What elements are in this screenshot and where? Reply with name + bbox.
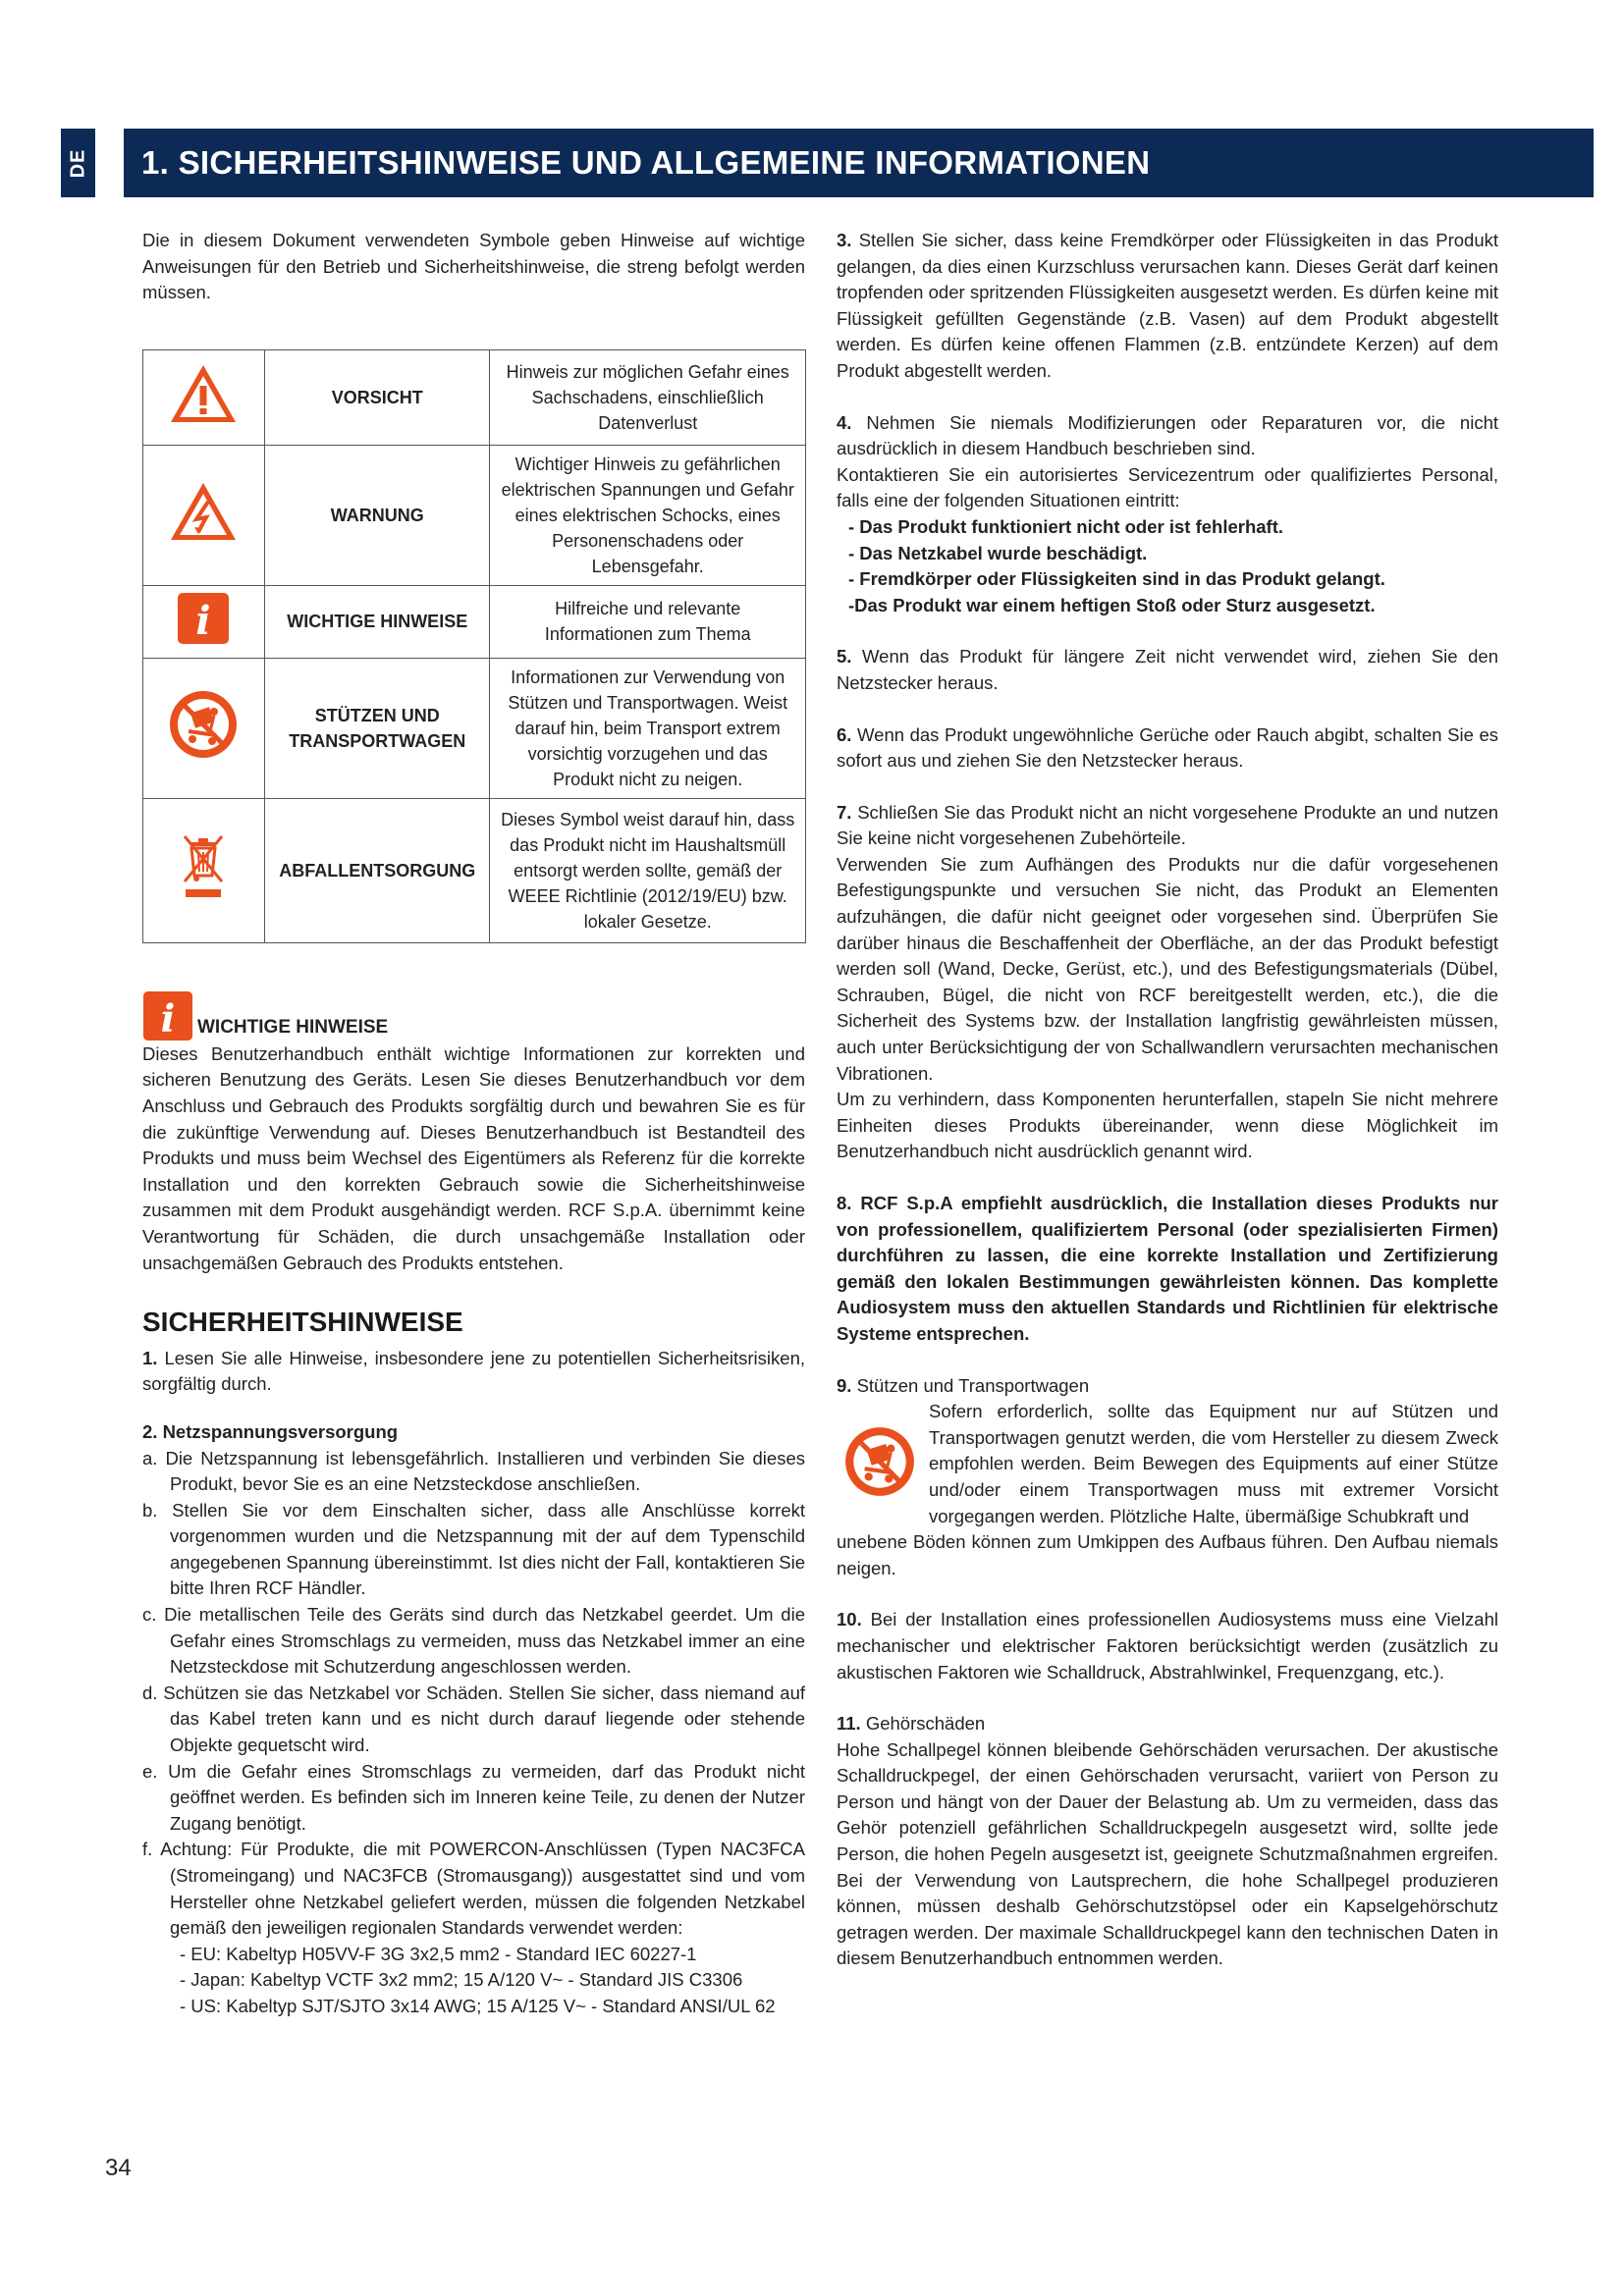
info-icon	[142, 990, 193, 1041]
symbol-row	[143, 445, 806, 585]
svg-text:i: i	[195, 597, 212, 644]
symbol-description: Informationen zur Verwendung von Stützen und Transportwagen. Weist darauf hin, beim Transport extrem vorsichtig vorzugehen und das Produkt nicht zu neigen.	[490, 658, 806, 798]
notice-heading-row	[142, 990, 805, 1041]
symbol-label: WICHTIGE HINWEISE	[264, 585, 490, 658]
right-column	[837, 228, 1498, 1972]
chapter-header	[124, 129, 1594, 197]
fault-condition-2: - Das Netzkabel wurde beschädigt.	[848, 542, 1148, 563]
svg-text:i: i	[160, 996, 176, 1041]
safety-item-4: 4. Nehmen Sie niemals Modifizierungen oder Reparaturen vor, die nicht ausdrücklich in diesem Handbuch beschrieben sind.	[837, 411, 1499, 459]
mains-item-d: d. Schützen sie das Netzkabel vor Schäden. Stellen Sie sicher, dass niemand auf das Kabel treten kann und es nicht durch darauf liegende oder stehende Objekte gequetscht wird.	[142, 1682, 805, 1756]
chapter-title: 1. SICHERHEITSHINWEISE UND ALLGEMEINE INFORMATIONEN	[141, 144, 1151, 181]
mains-supply-heading: 2. Netzspannungsversorgung	[142, 1420, 399, 1442]
symbol-row	[143, 349, 806, 445]
symbol-description: Hilfreiche und relevante Informationen zum Thema	[490, 585, 806, 658]
safety-item-11-text: Hohe Schallpegel können bleibende Gehörschäden verursachen. Der akustische Schalldruckpegel, der einen Gehörschaden verursacht, variiert von Person zu Person und hängt von der Dauer der Belastung ab. Um zu vermeiden, dass das Gehör potenziell gefährlichen Schalldruckpegeln ausgesetzt wird, sollte jede Person, die hohen Pegeln ausgesetzt ist, geeignete Schutzmaßnahmen ergreifen. Bei der Verwendung von Lautsprechern, die hohe Schallpegel produzieren können, müssen deshalb Gehörschutzstöpsel oder ein Kapselgehörschutz getragen werden. Der maximale Schalldruckpegel kann den technischen Daten in diesem Benutzerhandbuch entnommen werden.	[837, 1738, 1498, 1969]
symbol-row	[143, 658, 806, 798]
trolley-tipping-icon	[167, 688, 240, 761]
safety-item-1: 1. Lesen Sie alle Hinweise, insbesondere jene zu potentiellen Sicherheitsrisiken, sorgfältig durch.	[142, 1347, 805, 1395]
symbols-table	[142, 349, 806, 943]
mains-item-a: a. Die Netzspannung ist lebensgefährlich. Installieren und verbinden Sie dieses Produkt, bevor Sie es an eine Netzsteckdose anschließen.	[142, 1447, 805, 1495]
trolley-notice	[837, 1399, 1498, 1529]
symbol-icon-cell	[143, 658, 265, 798]
fault-condition-4: -Das Produkt war einem heftigen Stoß oder Sturz ausgesetzt.	[848, 594, 1376, 615]
safety-item-7-mounting: Verwenden Sie zum Aufhängen des Produkts nur die dafür vorgesehenen Befestigungspunkte und versuchen Sie nicht, das Produkt an Elementen aufzuhängen, die dafür nicht geeignet oder vorgesehen sind. Überprüfen Sie darüber hinaus die Beschaffenheit der Oberfläche, an der das Produkt befestigt werden soll (Wand, Decke, Gerüst, etc.), und des Befestigungsmaterials (Dübel, Schrauben, Bügel, die nicht von RCF bereitgestellt werden, etc.), die die Sicherheit des Systems bzw. der Installation langfristig gewährleisten müssen, auch unter Berücksichtigung der von Schallwandlern verursachten mechanischen Vibrationen.	[837, 853, 1498, 1084]
symbol-label: STÜTZEN UND TRANSPORTWAGEN	[264, 658, 490, 798]
fault-condition-3: - Fremdkörper oder Flüssigkeiten sind in das Produkt gelangt.	[848, 568, 1385, 590]
page-number: 34	[105, 2155, 132, 2181]
safety-item-3: 3. Stellen Sie sicher, dass keine Fremdkörper oder Flüssigkeiten in das Produkt gelangen, da dies einen Kurzschluss verursachen kann. Dieses Gerät darf keinen tropfenden oder spritzenden Flüssigkeiten ausgesetzt werden. Es dürfen keine mit Flüssigkeit gefüllten Gegenstände (z.B. Vasen) auf dem Produkt abgestellt werden. Es dürfen keine offenen Flammen (z.B. entzündete Kerzen) auf dem Produkt abgestellt werden.	[837, 230, 1499, 381]
symbol-icon-cell	[143, 445, 265, 585]
symbol-description: Wichtiger Hinweis zu gefährlichen elektrischen Spannungen und Gefahr eines elektrischen Schocks, eines Personenschadens oder Lebensgefahr.	[490, 445, 806, 585]
safety-item-9-text: Sofern erforderlich, sollte das Equipment nur auf Stützen und Transportwagen genutzt werden, die vom Hersteller zu diesem Zweck empfohlen werden. Beim Bewegen des Equipments auf einer Stütze und/oder einem Transportwagen muss mit extremer Vorsicht vorgegangen werden. Plötzliche Halte, übermäßige Schubkraft und	[929, 1401, 1498, 1526]
safety-item-9-rest: unebene Böden können zum Umkippen des Aufbaus führen. Den Aufbau niemals neigen.	[837, 1531, 1498, 1578]
symbol-label: WARNUNG	[264, 445, 490, 585]
safety-item-11-title: 11. Gehörschäden	[837, 1713, 986, 1735]
language-tab: DE	[61, 129, 95, 197]
symbol-row	[143, 798, 806, 942]
safety-item-7: 7. Schließen Sie das Produkt nicht an nicht vorgesehene Produkte an und nutzen Sie keine nicht vorgesehenen Zubehörteile.	[837, 801, 1499, 849]
symbol-icon-cell	[143, 585, 265, 658]
symbol-icon-cell	[143, 798, 265, 942]
symbol-icon-cell	[143, 349, 265, 445]
cable-spec-us: - US: Kabeltyp SJT/SJTO 3x14 AWG; 15 A/125 V~ - Standard ANSI/UL 62	[180, 1995, 776, 2016]
info-icon	[177, 592, 230, 645]
left-column	[142, 228, 805, 2020]
symbol-label: ABFALLENTSORGUNG	[264, 798, 490, 942]
mains-item-c: c. Die metallischen Teile des Geräts sind durch das Netzkabel geerdet. Um die Gefahr eines Stromschlags zu vermeiden, muss das Netzkabel immer an eine Netzsteckdose mit Schutzerdung angeschlossen werden.	[142, 1604, 805, 1678]
safety-item-6: 6. Wenn das Produkt ungewöhnliche Gerüche oder Rauch abgibt, schalten Sie es sofort aus und ziehen Sie den Netzstecker heraus.	[837, 723, 1499, 772]
cable-spec-eu: - EU: Kabeltyp H05VV-F 3G 3x2,5 mm2 - Standard IEC 60227-1	[180, 1943, 697, 1964]
safety-item-5: 5. Wenn das Produkt für längere Zeit nicht verwendet wird, ziehen Sie den Netzstecker heraus.	[837, 646, 1499, 693]
notice-heading: WICHTIGE HINWEISE	[197, 1017, 389, 1039]
mains-item-e: e. Um die Gefahr eines Stromschlags zu vermeiden, darf das Produkt nicht geöffnet werden. Es befinden sich im Inneren keine Teile, zu denen der Nutzer Zugang benötigt.	[142, 1760, 805, 1834]
cable-spec-japan: - Japan: Kabeltyp VCTF 3x2 mm2; 15 A/120 V~ - Standard JIS C3306	[180, 1969, 743, 1991]
electric-shock-warning-icon	[168, 480, 239, 543]
safety-item-10: 10. Bei der Installation eines professionellen Audiosystems muss eine Vielzahl mechanischer und elektrischer Faktoren berücksichtigt werden (zusätzlich zu akustischen Faktoren wie Schalldruck, Abstrahlwinkel, Frequenzgang, etc.).	[837, 1609, 1498, 1682]
symbol-label: VORSICHT	[264, 349, 490, 445]
fault-condition-1: - Das Produkt funktioniert nicht oder ist fehlerhaft.	[848, 515, 1284, 537]
notice-body: Dieses Benutzerhandbuch enthält wichtige Informationen zur korrekten und sicheren Benutzung des Geräts. Lesen Sie dieses Benutzerhandbuch vor dem Anschluss und Gebrauch des Produkts sorgfältig durch und bewahren Sie es für die zukünftige Verwendung auf. Dieses Benutzerhandbuch ist Bestandteil des Produkts und muss beim Wechsel des Eigentümers als Referenz für die korrekte Installation und den korrekten Gebrauch sowie die Sicherheitshinweise zusammen mit dem Produkt ausgehändigt werden. RCF S.p.A. übernimmt keine Verantwortung für Schäden, die durch unsachgemäße Installation oder unsachgemäßen Gebrauch des Produkts entstehen.	[142, 1042, 805, 1273]
safety-item-8: 8. RCF S.p.A empfiehlt ausdrücklich, die Installation dieses Produkts nur von professionellem, qualifiziertem Personal (oder spezialisierten Firmen) durchführen zu lassen, die eine korrekte Installation und Zertifizierung gemäß den lokalen Bestimmungen gewährleisten können. Das komplette Audiosystem muss den aktuellen Standards und Richtlinien für elektrische Systeme entsprechen.	[837, 1193, 1498, 1344]
weee-crossed-bin-icon	[177, 830, 230, 903]
mains-item-b: b. Stellen Sie vor dem Einschalten sicher, dass alle Anschlüsse korrekt vorgenommen wurden und die Netzspannung mit der auf dem Typenschild angegebenen Spannung übereinstimmt. Ist dies nicht der Fall, kontaktieren Sie bitte Ihren RCF Händler.	[142, 1499, 805, 1599]
safety-section-title: SICHERHEITSHINWEISE	[142, 1307, 463, 1338]
safety-item-4-contact: Kontaktieren Sie ein autorisiertes Servicezentrum oder qualifiziertes Personal, falls eine der folgenden Situationen eintritt:	[837, 463, 1498, 511]
safety-item-9-title: 9. Stützen und Transportwagen	[837, 1374, 1090, 1396]
caution-triangle-icon	[168, 362, 239, 425]
trolley-tipping-icon	[842, 1424, 917, 1499]
symbol-description: Dieses Symbol weist darauf hin, dass das Produkt nicht im Haushaltsmüll entsorgt werden sollte, gemäß der WEEE Richtlinie (2012/19/EU) bzw. lokaler Gesetze.	[490, 798, 806, 942]
safety-item-7-stacking: Um zu verhindern, dass Komponenten herunterfallen, stapeln Sie nicht mehrere Einheiten dieses Produkts übereinander, wenn diese Möglichkeit im Benutzerhandbuch nicht ausdrücklich genannt wird.	[837, 1089, 1498, 1162]
symbol-description: Hinweis zur möglichen Gefahr eines Sachschadens, einschließlich Datenverlust	[490, 349, 806, 445]
symbol-row	[143, 585, 806, 658]
mains-item-f: f. Achtung: Für Produkte, die mit POWERCON-Anschlüssen (Typen NAC3FCA (Stromeingang) und NAC3FCB (Stromausgang)) ausgestattet sind und vom Hersteller ohne Netzkabel geliefert werden, müssen die folgenden Netzkabel gemäß den jeweiligen regionalen Standards verwendet werden:	[142, 1839, 805, 1939]
intro-text: Die in diesem Dokument verwendeten Symbole geben Hinweise auf wichtige Anweisungen für den Betrieb und Sicherheitshinweise, die streng befolgt werden müssen.	[142, 230, 805, 303]
